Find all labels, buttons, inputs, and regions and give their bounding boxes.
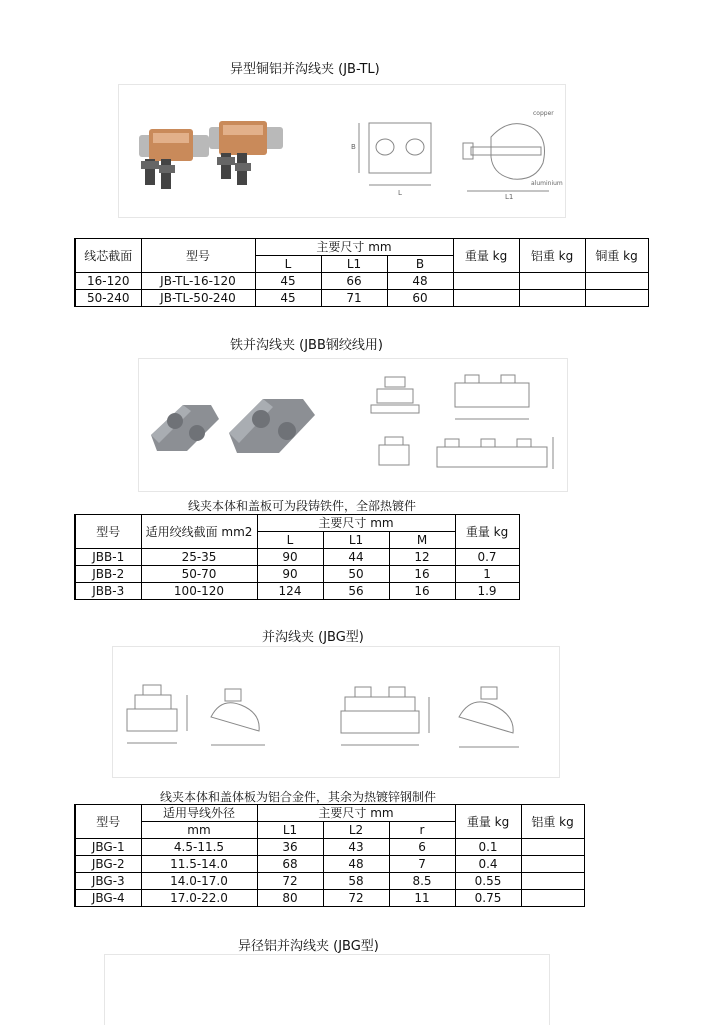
table-row [75, 583, 519, 600]
cell-M: 12 [389, 549, 455, 566]
header-model: 型号 [75, 515, 141, 549]
cell-weight: 0.1 [455, 839, 521, 856]
cell-L2: 48 [323, 856, 389, 873]
cell-weight: 0.75 [455, 890, 521, 907]
cell-al-weight [521, 873, 584, 890]
table-row [75, 873, 584, 890]
jbg-drawing-views [127, 685, 519, 747]
header-main-dims: 主要尺寸 mm [257, 515, 455, 532]
cell-model: JBG-3 [75, 873, 141, 890]
cell-model: JBB-2 [75, 566, 141, 583]
cell-M: 16 [389, 583, 455, 600]
cell-cu-weight [585, 273, 648, 290]
cell-section: 50-70 [141, 566, 257, 583]
cell-cu-weight [585, 290, 648, 307]
cell-al-weight [521, 856, 584, 873]
section3-title: 并沟线夹 (JBG型) [262, 630, 364, 645]
cell-L1: 66 [321, 273, 387, 290]
jbb-photo-1 [151, 405, 219, 451]
section2-figure [138, 358, 568, 492]
cell-weight: 1.9 [455, 583, 519, 600]
cell-weight: 0.4 [455, 856, 521, 873]
cell-core: 16-120 [75, 273, 141, 290]
section1-title: 异型铜铝并沟线夹 (JB-TL) [230, 62, 380, 77]
cell-model: JBB-1 [75, 549, 141, 566]
jbtl-front-view [359, 123, 431, 185]
cell-model: JBG-2 [75, 856, 141, 873]
header-weight: 重量 kg [453, 239, 519, 273]
subheader-L1: L1 [321, 256, 387, 273]
cell-L1: 36 [257, 839, 323, 856]
section1-figure [118, 84, 566, 218]
cell-section: 25-35 [141, 549, 257, 566]
cell-r: 11 [389, 890, 455, 907]
section2-title: 铁并沟线夹 (JBB钢绞线用) [230, 338, 383, 353]
header-al-weight: 铝重 kg [521, 805, 584, 839]
header-model: 型号 [141, 239, 255, 273]
cell-L1: 50 [323, 566, 389, 583]
section3-note: 线夹本体和盖体板为铝合金件，其余为热镀锌钢制件 [160, 790, 437, 804]
cell-L1: 56 [323, 583, 389, 600]
cell-weight: 1 [455, 566, 519, 583]
subheader-L1: L1 [323, 532, 389, 549]
cell-L2: 58 [323, 873, 389, 890]
header-model: 型号 [75, 805, 141, 839]
section4-title: 异径铝并沟线夹 (JBG型) [238, 939, 379, 954]
table-row [75, 549, 519, 566]
jbtl-spec-table [74, 238, 649, 307]
cell-al-weight [521, 890, 584, 907]
cell-M: 16 [389, 566, 455, 583]
cell-weight [453, 273, 519, 290]
table-row [75, 839, 584, 856]
table-row [75, 856, 584, 873]
cell-weight: 0.7 [455, 549, 519, 566]
section4-figure [104, 954, 550, 1025]
aluminium-label: aluminium [531, 180, 563, 187]
cell-L1: 71 [321, 290, 387, 307]
dim-label-L1: L1 [505, 193, 514, 201]
cell-model: JBG-1 [75, 839, 141, 856]
table-row [75, 890, 584, 907]
cell-L: 45 [255, 273, 321, 290]
cell-al-weight [519, 290, 585, 307]
cell-L: 45 [255, 290, 321, 307]
header-strand-section: 适用绞线截面 mm2 [141, 515, 257, 549]
section3-figure [112, 646, 560, 778]
header-cu-weight: 铜重 kg [585, 239, 648, 273]
jbg-spec-table [74, 804, 585, 907]
header-wire-diameter: 适用导线外径 [141, 805, 257, 822]
subheader-r: r [389, 822, 455, 839]
cell-diameter: 11.5-14.0 [141, 856, 257, 873]
dim-label-B: B [351, 143, 356, 151]
cell-L2: 72 [323, 890, 389, 907]
table-row [75, 273, 648, 290]
cell-model: JB-TL-16-120 [141, 273, 255, 290]
header-weight: 重量 kg [455, 515, 519, 549]
cell-model: JBB-3 [75, 583, 141, 600]
cell-L1: 68 [257, 856, 323, 873]
cell-L: 90 [257, 566, 323, 583]
subheader-L: L [257, 532, 323, 549]
copper-label: copper [533, 110, 554, 117]
cell-L1: 44 [323, 549, 389, 566]
header-main-dims: 主要尺寸 mm [255, 239, 453, 256]
subheader-L2: L2 [323, 822, 389, 839]
cell-section: 100-120 [141, 583, 257, 600]
jbtl-photo-2 [209, 121, 283, 185]
cell-diameter: 17.0-22.0 [141, 890, 257, 907]
cell-weight [453, 290, 519, 307]
cell-diameter: 4.5-11.5 [141, 839, 257, 856]
header-al-weight: 铝重 kg [519, 239, 585, 273]
dim-label-L: L [398, 189, 402, 197]
subheader-B: B [387, 256, 453, 273]
header-core-section: 线芯截面 [75, 239, 141, 273]
cell-L2: 43 [323, 839, 389, 856]
section2-note: 线夹本体和盖板可为段铸铁件，全部热镀件 [188, 499, 417, 513]
header-weight: 重量 kg [455, 805, 521, 839]
cell-L: 124 [257, 583, 323, 600]
subheader-M: M [389, 532, 455, 549]
cell-model: JBG-4 [75, 890, 141, 907]
cell-L1: 72 [257, 873, 323, 890]
jbb-spec-table [74, 514, 520, 600]
subheader-L: L [255, 256, 321, 273]
cell-diameter: 14.0-17.0 [141, 873, 257, 890]
jbg-technical-drawing [113, 647, 559, 777]
cell-L: 90 [257, 549, 323, 566]
cell-al-weight [521, 839, 584, 856]
cell-model: JB-TL-50-240 [141, 290, 255, 307]
jbb-product-drawing [139, 359, 567, 491]
cell-r: 6 [389, 839, 455, 856]
subheader-L1: L1 [257, 822, 323, 839]
header-main-dims: 主要尺寸 mm [257, 805, 455, 822]
cell-L1: 80 [257, 890, 323, 907]
jbb-photo-2 [229, 399, 315, 453]
cell-al-weight [519, 273, 585, 290]
cell-r: 8.5 [389, 873, 455, 890]
cell-core: 50-240 [75, 290, 141, 307]
jbtl-photo-1 [139, 129, 209, 189]
jbtl-product-drawing [119, 85, 565, 217]
cell-B: 60 [387, 290, 453, 307]
cell-weight: 0.55 [455, 873, 521, 890]
cell-B: 48 [387, 273, 453, 290]
table-row [75, 566, 519, 583]
header-wire-diameter-unit: mm [141, 822, 257, 839]
cell-r: 7 [389, 856, 455, 873]
table-row [75, 290, 648, 307]
jbb-drawings [371, 375, 553, 469]
